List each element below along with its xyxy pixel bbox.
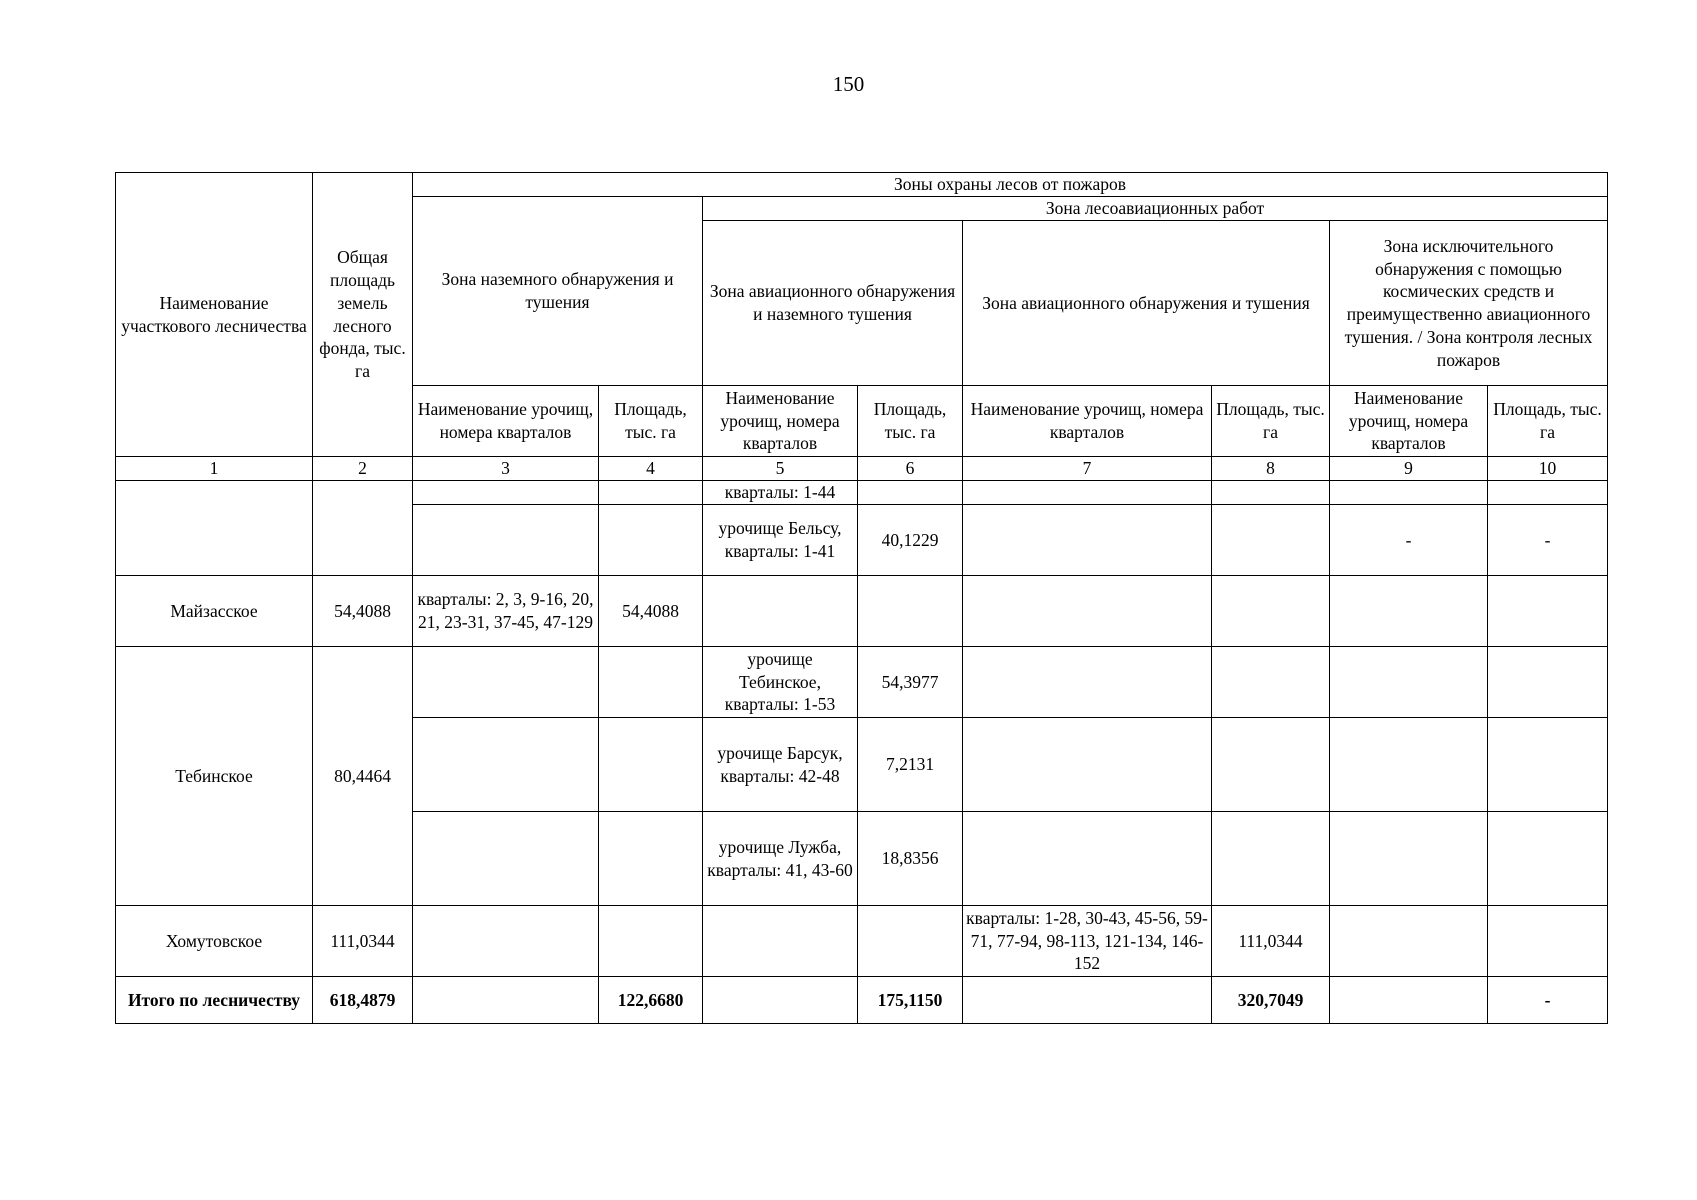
header-col7: Наименование урочищ, номера кварталов [963, 386, 1212, 457]
cell-dash: - [1330, 505, 1488, 576]
cell [599, 647, 703, 718]
table-row [116, 481, 1608, 505]
header-row-1 [116, 173, 1608, 197]
cell [963, 505, 1212, 576]
cell-district: Майзасское [116, 576, 313, 647]
column-number: 9 [1330, 457, 1488, 481]
cell [1488, 906, 1608, 977]
column-number: 5 [703, 457, 858, 481]
header-aviation-detection-extinguish: Зона авиационного обнаружения и тушения [963, 221, 1330, 386]
cell [599, 505, 703, 576]
header-col5: Наименование урочищ, номера кварталов [703, 386, 858, 457]
cell [1488, 718, 1608, 812]
cell-area: 18,8356 [858, 812, 963, 906]
cell [599, 812, 703, 906]
cell [413, 505, 599, 576]
fire-zones-table [115, 172, 1608, 1024]
cell-area: 7,2131 [858, 718, 963, 812]
cell-district [116, 481, 313, 576]
cell-tract: урочище Барсук, кварталы: 42-48 [703, 718, 858, 812]
header-col4: Площадь, тыс. га [599, 386, 703, 457]
cell [963, 647, 1212, 718]
cell-tract: урочище Бельсу, кварталы: 1-41 [703, 505, 858, 576]
header-ground-zone: Зона наземного обнаружения и тушения [413, 197, 703, 386]
cell-district: Тебинское [116, 647, 313, 906]
header-aviation-detection-ground: Зона авиационного обнаружения и наземного тушения [703, 221, 963, 386]
cell [1212, 576, 1330, 647]
cell [413, 906, 599, 977]
cell-area: 54,3977 [858, 647, 963, 718]
cell [599, 906, 703, 977]
cell [963, 812, 1212, 906]
header-col3: Наименование урочищ, номера кварталов [413, 386, 599, 457]
cell-area: 40,1229 [858, 505, 963, 576]
header-fire-zones: Зоны охраны лесов от пожаров [413, 173, 1608, 197]
cell-district: Хомутовское [116, 906, 313, 977]
column-number: 1 [116, 457, 313, 481]
header-col6: Площадь, тыс. га [858, 386, 963, 457]
total-area: 618,4879 [313, 977, 413, 1024]
cell [1212, 481, 1330, 505]
cell [858, 576, 963, 647]
header-space-zone: Зона исключительного обнаружения с помощью космических средств и преимущественно авиационного тушения. / Зона контроля лесных пожаров [1330, 221, 1608, 386]
cell [1330, 647, 1488, 718]
cell [1212, 812, 1330, 906]
cell-total-area: 80,4464 [313, 647, 413, 906]
header-col10: Площадь, тыс. га [1488, 386, 1608, 457]
cell [1330, 481, 1488, 505]
column-number: 6 [858, 457, 963, 481]
header-total-area: Общая площадь земель лесного фонда, тыс. га [313, 173, 413, 457]
header-aviation-works-zone: Зона лесоавиационных работ [703, 197, 1608, 221]
cell [1212, 505, 1330, 576]
total-ground-area: 122,6680 [599, 977, 703, 1024]
cell [1212, 718, 1330, 812]
cell [963, 977, 1212, 1024]
cell [703, 977, 858, 1024]
cell-tract: кварталы: 1-28, 30-43, 45-56, 59-71, 77-94, 98-113, 121-134, 146-152 [963, 906, 1212, 977]
cell [858, 906, 963, 977]
cell [599, 481, 703, 505]
cell [413, 977, 599, 1024]
column-number: 2 [313, 457, 413, 481]
cell [963, 718, 1212, 812]
cell-dash: - [1488, 505, 1608, 576]
cell [703, 906, 858, 977]
header-col9: Наименование урочищ, номера кварталов [1330, 386, 1488, 457]
column-number: 10 [1488, 457, 1608, 481]
cell [963, 481, 1212, 505]
total-label: Итого по лесничеству [116, 977, 313, 1024]
cell-tract: урочище Тебинское, кварталы: 1-53 [703, 647, 858, 718]
cell-tract: кварталы: 1-44 [703, 481, 858, 505]
cell [1330, 812, 1488, 906]
total-row [116, 977, 1608, 1024]
cell [1330, 576, 1488, 647]
column-number-row [116, 457, 1608, 481]
cell [1212, 647, 1330, 718]
cell [413, 812, 599, 906]
total-aviation-ground-area: 175,1150 [858, 977, 963, 1024]
cell [599, 718, 703, 812]
cell [1330, 718, 1488, 812]
column-number: 3 [413, 457, 599, 481]
cell [1330, 977, 1488, 1024]
cell [858, 481, 963, 505]
total-space-area: - [1488, 977, 1608, 1024]
cell [1330, 906, 1488, 977]
cell [1488, 812, 1608, 906]
cell [703, 576, 858, 647]
cell-tract: кварталы: 2, 3, 9-16, 20, 21, 23-31, 37-45, 47-129 [413, 576, 599, 647]
cell [413, 481, 599, 505]
cell [1488, 576, 1608, 647]
cell [963, 576, 1212, 647]
total-aviation-area: 320,7049 [1212, 977, 1330, 1024]
cell-area: 54,4088 [599, 576, 703, 647]
cell [413, 647, 599, 718]
header-col8: Площадь, тыс. га [1212, 386, 1330, 457]
cell-total-area: 54,4088 [313, 576, 413, 647]
cell [1488, 647, 1608, 718]
table-row [116, 647, 1608, 718]
column-number: 4 [599, 457, 703, 481]
cell-tract: урочище Лужба, кварталы: 41, 43-60 [703, 812, 858, 906]
column-number: 8 [1212, 457, 1330, 481]
cell-total-area [313, 481, 413, 576]
cell [413, 718, 599, 812]
cell-area: 111,0344 [1212, 906, 1330, 977]
table-row [116, 576, 1608, 647]
header-district-name: Наименование участкового лесничества [116, 173, 313, 457]
column-number: 7 [963, 457, 1212, 481]
page-number: 150 [832, 72, 865, 96]
cell-total-area: 111,0344 [313, 906, 413, 977]
cell [1488, 481, 1608, 505]
table-row [116, 906, 1608, 977]
